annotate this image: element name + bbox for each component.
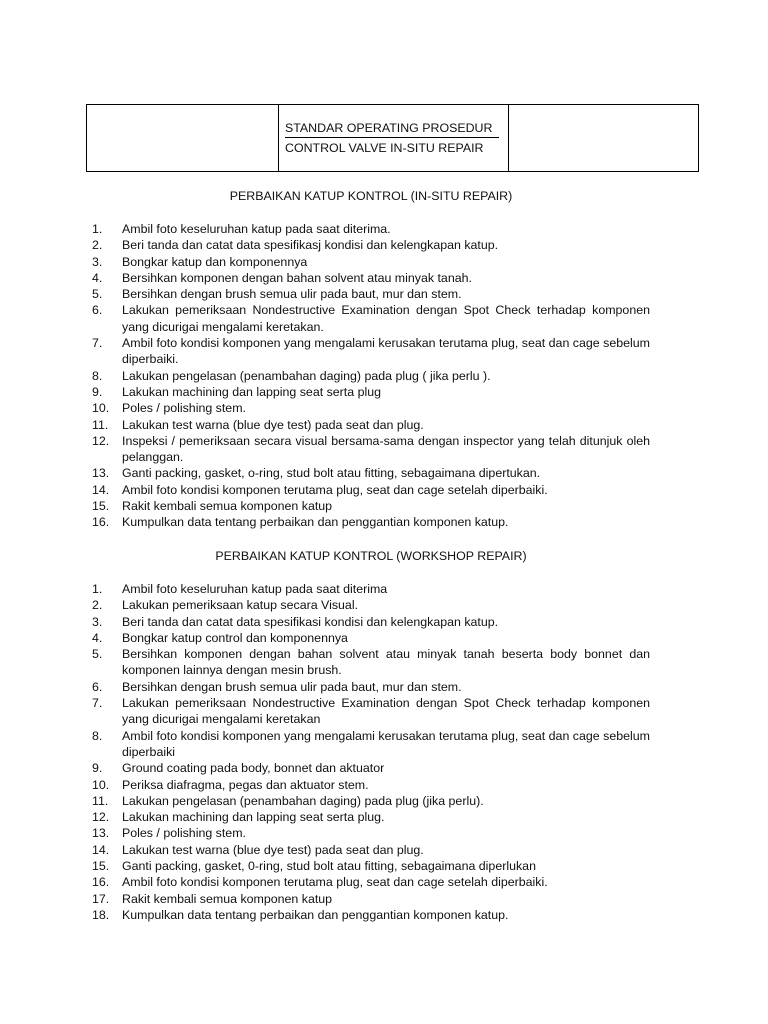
header-logo-cell xyxy=(87,105,279,171)
list-item-text: Bongkar katup dan komponennya xyxy=(122,254,308,269)
list-item-text: Ambil foto kondisi komponen terutama plug, seat dan cage setelah diperbaiki. xyxy=(122,875,548,890)
list-item xyxy=(92,646,650,679)
list-item-text: Bersihkan komponen dengan bahan solvent atau minyak tanah beserta body bonnet dan komponen lainnya dengan mesin brush. xyxy=(122,647,650,678)
list-item xyxy=(92,874,650,890)
list-item xyxy=(92,695,650,728)
list-item xyxy=(92,221,650,237)
in-situ-steps-list xyxy=(92,221,650,531)
header-title-cell xyxy=(279,105,509,171)
list-item xyxy=(92,777,650,793)
list-item-text: Beri tanda dan catat data spesifikasj kondisi dan kelengkapan katup. xyxy=(122,238,499,253)
list-item xyxy=(92,825,650,841)
list-item-number: 12. xyxy=(92,433,110,448)
sop-subtitle: CONTROL VALVE IN-SITU REPAIR xyxy=(285,141,484,155)
list-item-number: 11. xyxy=(92,793,109,808)
list-item xyxy=(92,679,650,695)
list-item-text: Ground coating pada body, bonnet dan aktuator xyxy=(122,761,385,776)
list-item xyxy=(92,384,650,400)
list-item-text: Ganti packing, gasket, o-ring, stud bolt atau fitting, sebagaimana dipertukan. xyxy=(122,466,541,481)
list-item xyxy=(92,286,650,302)
list-item-number: 6. xyxy=(92,679,103,694)
list-item-number: 6. xyxy=(92,303,103,318)
list-item-text: Lakukan machining dan lapping seat serta plug xyxy=(122,384,382,399)
list-item xyxy=(92,760,650,776)
list-item-text: Ambil foto kondisi komponen yang mengalami kerusakan terutama plug, seat dan cage sebelum diperbaiki. xyxy=(122,336,650,367)
list-item-number: 15. xyxy=(92,859,110,874)
list-item-number: 7. xyxy=(92,696,103,711)
list-item-number: 5. xyxy=(92,287,103,302)
list-item xyxy=(92,254,650,270)
list-item-number: 17. xyxy=(92,891,110,906)
list-item-number: 8. xyxy=(92,368,103,383)
list-item-number: 10. xyxy=(92,401,110,416)
list-item xyxy=(92,614,650,630)
list-item-text: Lakukan test warna (blue dye test) pada seat dan plug. xyxy=(122,842,424,857)
list-item-text: Ambil foto keseluruhan katup pada saat diterima. xyxy=(122,222,391,236)
list-item-text: Bersihkan dengan brush semua ulir pada baut, mur dan stem. xyxy=(122,287,462,302)
list-item-number: 4. xyxy=(92,270,103,285)
list-item-text: Bersihkan dengan brush semua ulir pada baut, mur dan stem. xyxy=(122,679,462,694)
list-item xyxy=(92,368,650,384)
list-item xyxy=(92,858,650,874)
list-item-number: 7. xyxy=(92,336,103,351)
list-item xyxy=(92,465,650,481)
list-item-number: 14. xyxy=(92,482,110,497)
list-item xyxy=(92,433,650,466)
list-item-number: 16. xyxy=(92,515,110,530)
list-item xyxy=(92,793,650,809)
list-item xyxy=(92,417,650,433)
list-item-text: Bongkar katup control dan komponennya xyxy=(122,630,348,645)
list-item-number: 3. xyxy=(92,254,103,269)
sop-title: STANDAR OPERATING PROSEDUR xyxy=(285,121,493,135)
list-item-number: 9. xyxy=(92,384,103,399)
section-title-workshop: PERBAIKAN KATUP KONTROL (WORKSHOP REPAIR) xyxy=(215,549,527,563)
list-item-number: 1. xyxy=(92,222,103,236)
list-item-number: 16. xyxy=(92,875,110,890)
list-item-text: Beri tanda dan catat data spesifikasi kondisi dan kelengkapan katup. xyxy=(122,614,499,629)
list-item xyxy=(92,514,650,530)
list-item-text: Lakukan pemeriksaan katup secara Visual. xyxy=(122,598,359,613)
list-item-text: Rakit kembali semua komponen katup xyxy=(122,499,333,514)
list-item-number: 13. xyxy=(92,826,110,841)
list-item-text: Kumpulkan data tentang perbaikan dan penggantian komponen katup. xyxy=(122,907,509,922)
list-item-text: Ganti packing, gasket, 0-ring, stud bolt atau fitting, sebagaimana diperlukan xyxy=(122,859,536,874)
list-item xyxy=(92,400,650,416)
list-item-text: Lakukan pemeriksaan Nondestructive Examination dengan Spot Check terhadap komponen yang dicurigai mengalami keretakan xyxy=(122,696,650,727)
list-item xyxy=(92,597,650,613)
list-item-text: Lakukan pengelasan (penambahan daging) pada plug (jika perlu). xyxy=(122,793,484,808)
list-item-number: 4. xyxy=(92,630,103,645)
list-item-number: 8. xyxy=(92,728,103,743)
list-item-number: 13. xyxy=(92,466,110,481)
list-item-text: Rakit kembali semua komponen katup xyxy=(122,891,333,906)
list-item xyxy=(92,581,650,597)
list-item xyxy=(92,907,650,923)
list-item xyxy=(92,482,650,498)
list-item-number: 5. xyxy=(92,647,103,662)
list-item xyxy=(92,335,650,368)
list-item-text: Ambil foto keseluruhan katup pada saat diterima xyxy=(122,582,388,596)
list-item-text: Periksa diafragma, pegas dan aktuator stem. xyxy=(122,777,369,792)
list-item-text: Bersihkan komponen dengan bahan solvent atau minyak tanah. xyxy=(122,270,472,285)
list-item-text: Lakukan pemeriksaan Nondestructive Examination dengan Spot Check terhadap komponen yang dicurigai mengalami keretakan. xyxy=(122,303,650,334)
list-item-text: Lakukan test warna (blue dye test) pada seat dan plug. xyxy=(122,417,424,432)
list-item-text: Kumpulkan data tentang perbaikan dan penggantian komponen katup. xyxy=(122,515,509,530)
list-item-text: Lakukan pengelasan (penambahan daging) pada plug ( jika perlu ). xyxy=(122,368,491,383)
list-item-number: 3. xyxy=(92,614,103,629)
list-item-text: Lakukan machining dan lapping seat serta plug. xyxy=(122,810,385,825)
list-item xyxy=(92,891,650,907)
list-item-number: 2. xyxy=(92,238,103,253)
list-item xyxy=(92,498,650,514)
workshop-steps-list xyxy=(92,581,650,923)
list-item-number: 11. xyxy=(92,417,109,432)
list-item-number: 12. xyxy=(92,810,110,825)
list-item-number: 1. xyxy=(92,582,103,596)
list-item xyxy=(92,630,650,646)
header-table xyxy=(86,104,699,172)
list-item-number: 2. xyxy=(92,598,103,613)
list-item-text: Poles / polishing stem. xyxy=(122,401,246,416)
list-item xyxy=(92,809,650,825)
header-info-cell xyxy=(509,105,698,171)
list-item-number: 18. xyxy=(92,907,110,922)
list-item-text: Poles / polishing stem. xyxy=(122,826,246,841)
list-item-text: Ambil foto kondisi komponen yang mengalami kerusakan terutama plug, seat dan cage sebelum diperbaiki xyxy=(122,728,650,759)
list-item-number: 15. xyxy=(92,499,110,514)
list-item xyxy=(92,302,650,335)
list-item-text: Ambil foto kondisi komponen terutama plug, seat dan cage setelah diperbaiki. xyxy=(122,482,548,497)
list-item xyxy=(92,728,650,761)
list-item xyxy=(92,270,650,286)
list-item-number: 14. xyxy=(92,842,110,857)
title-divider xyxy=(285,137,499,138)
list-item-number: 9. xyxy=(92,761,103,776)
list-item xyxy=(92,842,650,858)
section-title-in-situ: PERBAIKAN KATUP KONTROL (IN-SITU REPAIR) xyxy=(229,189,513,203)
list-item-number: 10. xyxy=(92,777,110,792)
list-item-text: Inspeksi / pemeriksaan secara visual bersama-sama dengan inspector yang telah ditunjuk oleh pelanggan. xyxy=(122,433,650,465)
list-item xyxy=(92,237,650,253)
